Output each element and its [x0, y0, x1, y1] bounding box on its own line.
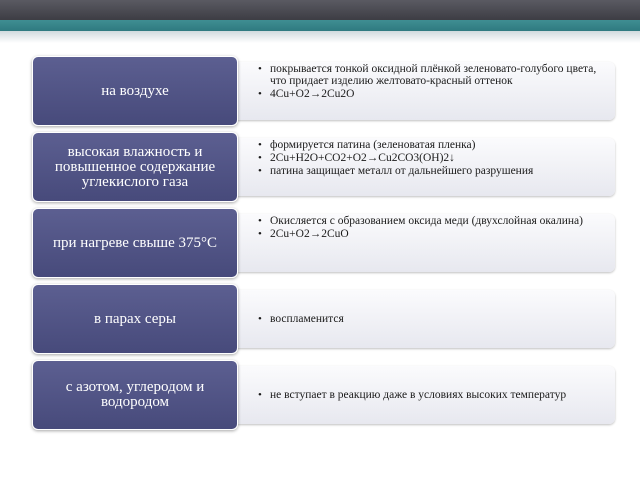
row-description: [232, 214, 615, 272]
row-sulfur: [0, 284, 640, 354]
row-label: с азотом, углеродом и водородом: [32, 360, 238, 430]
row-humidity: [0, 132, 640, 202]
list-item: • Окисляется с образованием оксида меди (двухслойная окалина): [258, 215, 583, 227]
bullet-icon: •: [258, 139, 262, 151]
bullet-icon: •: [258, 313, 262, 325]
list-item: • покрывается тонкой оксидной плёнкой зеленовато-голубого цвета, что придает изделию желтовато-красный оттенок: [258, 63, 597, 87]
row-heating: [0, 208, 640, 278]
bullet-icon: •: [258, 88, 262, 100]
row-nitrogen: [0, 360, 640, 430]
row-air: [0, 56, 640, 126]
list-item: • 2Cu+H2O+CO2+O2→Cu2CO3(OH)2↓: [258, 152, 455, 164]
row-label: в парах серы: [32, 284, 238, 354]
row-description: [232, 290, 615, 348]
list-item: • не вступает в реакцию даже в условиях высоких температур: [258, 389, 567, 401]
list-item: • формируется патина (зеленоватая пленка): [258, 139, 476, 151]
list-item: • 2Cu+O2→2CuO: [258, 228, 349, 240]
list-item: • 4Cu+O2→2Cu2O: [258, 88, 355, 100]
bullet-icon: •: [258, 389, 262, 401]
bullet-icon: •: [258, 165, 262, 177]
bullet-icon: •: [258, 152, 262, 164]
row-description: [232, 62, 615, 120]
row-label: на воздухе: [32, 56, 238, 126]
row-label: высокая влажность и повышенное содержание углекислого газа: [32, 132, 238, 202]
row-description: [232, 138, 615, 196]
list-item: • патина защищает металл от дальнейшего разрушения: [258, 165, 534, 177]
bullet-icon: •: [258, 215, 262, 227]
bullet-icon: •: [258, 63, 262, 75]
list-item: • воспламенится: [258, 313, 344, 325]
bullet-icon: •: [258, 228, 262, 240]
row-label: при нагреве свыше 375°С: [32, 208, 238, 278]
row-description: [232, 366, 615, 424]
